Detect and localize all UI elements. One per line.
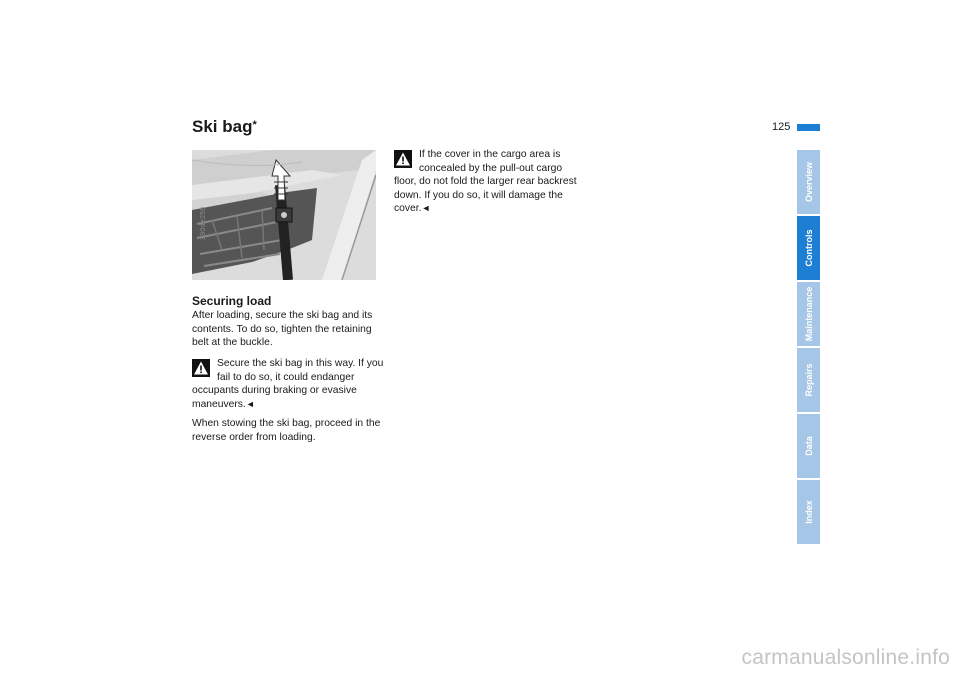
warning-icon [394,150,412,168]
tab-data[interactable] [797,414,820,478]
tab-label: Controls [803,229,814,267]
watermark: carmanualsonline.info [741,646,950,669]
ski-bag-illustration [192,150,376,280]
paragraph: After loading, secure the ski bag and its contents. To do so, tighten the retaining belt at the buckle. [192,310,373,348]
end-marker-icon: ◄ [245,398,255,409]
tab-maintenance[interactable] [797,282,820,346]
tab-repairs[interactable] [797,348,820,412]
tab-label: Maintenance [803,286,814,342]
paragraph: When stowing the ski bag, proceed in the reverse order from loading. [192,418,381,443]
section-heading: Securing load [192,294,272,308]
optional-equipment-marker: * [252,119,257,131]
page-number: 125 [772,121,791,133]
page-marker [797,124,820,131]
warning-icon [192,359,210,377]
tab-label: Repairs [803,363,814,397]
warning-note [394,148,584,216]
warning-text: If the cover in the cargo area is concealed by the pull-out cargo floor, do not fold the larger rear backrest down. If you do so, it will damage the cover. [394,149,577,214]
end-marker-icon: ◄ [421,203,431,213]
tab-overview[interactable] [797,150,820,214]
warning-text: Secure the ski bag in this way. If you fail to do so, it could endanger occupants during braking or evasive maneuvers. [192,358,384,410]
tab-label: Data [803,436,814,456]
tab-label: Overview [803,161,814,203]
page-title [192,117,257,137]
figure-code: 390de256 [200,206,207,240]
tab-index[interactable] [797,480,820,544]
tab-controls[interactable] [797,216,820,280]
warning-note [192,357,384,411]
tab-label: Index [803,500,814,524]
chapter-tabs [797,150,820,546]
page-title-text: Ski bag [192,117,253,136]
